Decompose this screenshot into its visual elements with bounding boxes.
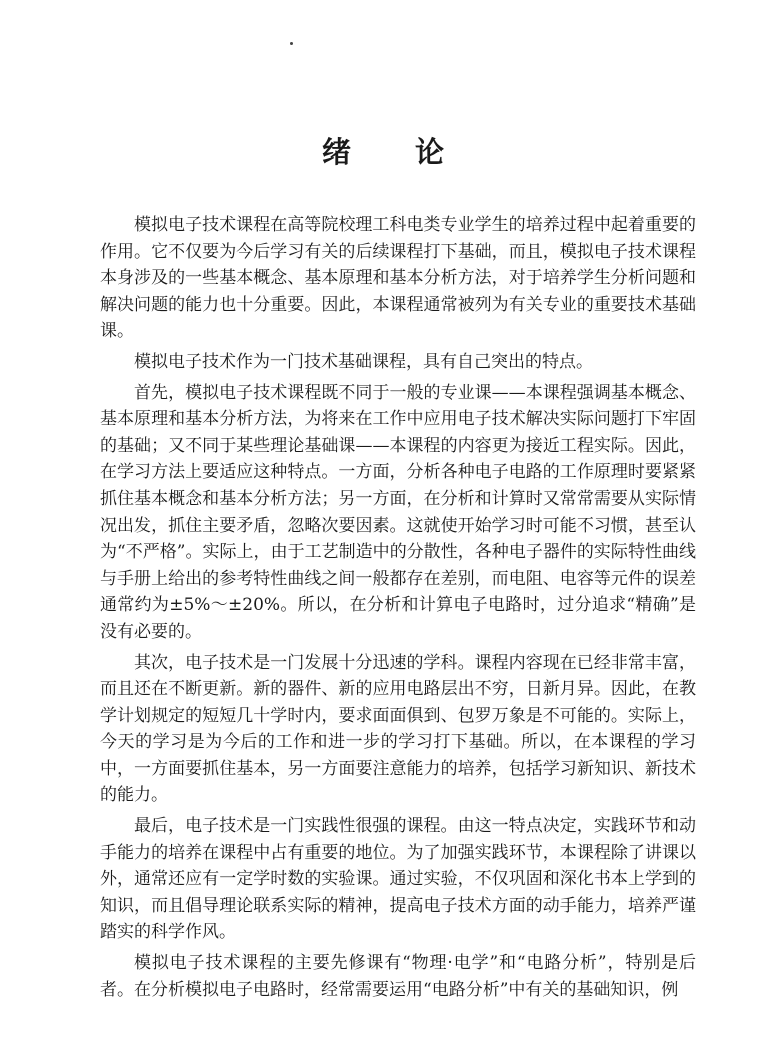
body-text (100, 212, 696, 1003)
paragraph-6: 模拟电子技术课程的主要先修课有“物理·电学”和“电路分析”，特别是后者。在分析模拟电子电路时，经常需要运用“电路分析”中有关的基础知识，例 (100, 953, 696, 1000)
scan-speck (290, 42, 293, 45)
paragraph-5: 最后，电子技术是一门实践性很强的课程。由这一特点决定，实践环节和动手能力的培养在课程中占有重要的地位。为了加强实践环节，本课程除了讲课以外，通常还应有一定学时数的实验课。通过实验，不仅巩固和深化书本上学到的知识，而且倡导理论联系实际的精神，提高电子技术方面的动手能力，培养严谨踏实的科学作风。 (100, 816, 696, 943)
paragraph-1: 模拟电子技术课程在高等院校理工科电类专业学生的培养过程中起着重要的作用。它不仅要为今后学习有关的后续课程打下基础，而且，模拟电子技术课程本身涉及的一些基本概念、基本原理和基本分析方法，对于培养学生分析问题和解决问题的能力也十分重要。因此，本课程通常被列为有关专业的重要技术基础课。 (100, 215, 696, 342)
chapter-title (0, 132, 768, 172)
paragraph-3: 首先，模拟电子技术课程既不同于一般的专业课——本课程强调基本概念、基本原理和基本分析方法，为将来在工作中应用电子技术解决实际问题打下牢固的基础；又不同于某些理论基础课——本课程的内容更为接近工程实际。因此，在学习方法上要适应这种特点。一方面，分析各种电子电路的工作原理时要紧紧抓住基本概念和基本分析方法；另一方面，在分析和计算时又常常需要从实际情况出发，抓住主要矛盾，忽略次要因素。这就使开始学习时可能不习惯，甚至认为“不严格”。实际上，由于工艺制造中的分散性，各种电子器件的实际特性曲线与手册上给出的参考特性曲线之间一般都存在差别，而电阻、电容等元件的误差通常约为±5%～±20%。所以，在分析和计算电子电路时，过分追求“精确”是没有必要的。 (100, 382, 696, 642)
paragraph-2: 模拟电子技术作为一门技术基础课程，具有自己突出的特点。 (134, 351, 593, 372)
paragraph-4: 其次，电子技术是一门发展十分迅速的学科。课程内容现在已经非常丰富，而且还在不断更新。新的器件、新的应用电路层出不穷，日新月异。因此，在教学计划规定的短短几十学时内，要求面面俱到、包罗万象是不可能的。实际上，今天的学习是为今后的工作和进一步的学习打下基础。所以，在本课程的学习中，一方面要抓住基本，另一方面要注意能力的培养，包括学习新知识、新技术的能力。 (100, 652, 696, 806)
title-char-1: 绪 (321, 135, 353, 169)
title-char-2: 论 (415, 135, 447, 169)
